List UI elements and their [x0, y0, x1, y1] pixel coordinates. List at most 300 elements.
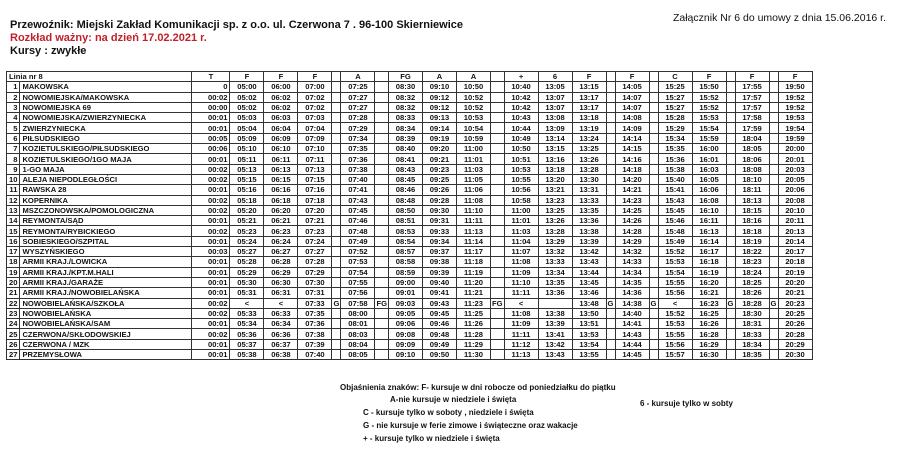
- departure-time: 20:29: [778, 339, 812, 349]
- departure-time: 14:14: [615, 133, 649, 143]
- departure-time: 13:43: [572, 257, 606, 267]
- departure-time: 15:56: [658, 339, 692, 349]
- departure-time: 09:13: [423, 113, 457, 123]
- spacer-cell: [375, 185, 389, 195]
- departure-time: 14:23: [615, 195, 649, 205]
- departure-time: <: [230, 298, 264, 308]
- spacer-cell: [769, 226, 778, 236]
- departure-time: 14:29: [615, 236, 649, 246]
- departure-time: 18:16: [735, 216, 769, 226]
- departure-time: 07:27: [298, 247, 332, 257]
- spacer-cell: [769, 82, 778, 92]
- spacer-cell: [649, 154, 658, 164]
- departure-time: 10:59: [457, 133, 491, 143]
- spacer-cell: [726, 257, 735, 267]
- departure-time: 18:06: [735, 154, 769, 164]
- stop-number: 8: [7, 154, 20, 164]
- departure-time: 11:09: [504, 319, 538, 329]
- col-code: F: [264, 72, 298, 82]
- travel-time: 00:01: [192, 288, 230, 298]
- departure-time: 15:40: [658, 174, 692, 184]
- table-row: [7, 113, 813, 123]
- stop-number: 12: [7, 195, 20, 205]
- spacer-cell: [491, 319, 505, 329]
- spacer-cell: [491, 113, 505, 123]
- stop-number: 13: [7, 205, 20, 215]
- table-row: [7, 164, 813, 174]
- spacer-cell: [769, 205, 778, 215]
- departure-time: 09:09: [389, 339, 423, 349]
- departure-time: 15:36: [658, 154, 692, 164]
- spacer-cell: [491, 288, 505, 298]
- departure-time: 05:37: [230, 339, 264, 349]
- departure-time: 07:43: [341, 195, 375, 205]
- departure-time: 07:23: [298, 226, 332, 236]
- spacer-cell: [769, 102, 778, 112]
- travel-time: 00:02: [192, 92, 230, 102]
- departure-time: 10:50: [457, 82, 491, 92]
- departure-time: 14:09: [615, 123, 649, 133]
- spacer-cell: [332, 185, 341, 195]
- spacer-cell: [769, 174, 778, 184]
- departure-time: 11:08: [504, 308, 538, 318]
- spacer-cell: [332, 113, 341, 123]
- travel-time: 00:01: [192, 277, 230, 287]
- travel-time: 00:01: [192, 113, 230, 123]
- stop-number: 23: [7, 308, 20, 318]
- spacer-cell: [726, 205, 735, 215]
- spacer-cell: [491, 133, 505, 143]
- spacer-cell: [726, 350, 735, 360]
- course-flag: G: [333, 298, 340, 308]
- departure-time: 11:10: [457, 205, 491, 215]
- departure-time: 09:10: [423, 82, 457, 92]
- departure-time: 09:37: [423, 247, 457, 257]
- departure-time: 09:12: [423, 102, 457, 112]
- departure-time: 09:50: [423, 350, 457, 360]
- spacer-cell: [606, 144, 615, 154]
- stop-name: PRZEMYSŁOWA: [20, 350, 192, 360]
- departure-time: 13:39: [538, 319, 572, 329]
- table-row: [7, 92, 813, 102]
- spacer-cell: [649, 308, 658, 318]
- spacer-cell: [649, 329, 658, 339]
- departure-time: 13:34: [538, 267, 572, 277]
- departure-time: 13:48: [572, 298, 606, 308]
- departure-time: 13:07: [538, 102, 572, 112]
- spacer-cell: [375, 102, 389, 112]
- col-code: T: [192, 72, 230, 82]
- departure-time: <: [658, 298, 692, 308]
- departure-time: 07:35: [298, 308, 332, 318]
- spacer-cell: [332, 308, 341, 318]
- departure-time: 07:28: [298, 257, 332, 267]
- travel-time: 00:00: [192, 102, 230, 112]
- departure-time: 11:25: [457, 308, 491, 318]
- departure-time: 09:34: [423, 236, 457, 246]
- departure-time: 08:50: [389, 205, 423, 215]
- departure-time: 14:08: [615, 113, 649, 123]
- stop-name: KOPERNIKA: [20, 195, 192, 205]
- spacer-cell: [649, 113, 658, 123]
- spacer-cell: [649, 185, 658, 195]
- departure-time: 09:48: [423, 329, 457, 339]
- departure-time: 09:01: [389, 288, 423, 298]
- spacer-cell: [769, 308, 778, 318]
- departure-time: 11:06: [457, 185, 491, 195]
- departure-time: 06:13: [264, 164, 298, 174]
- travel-time: 00:02: [192, 164, 230, 174]
- spacer-cell: [375, 123, 389, 133]
- table-row: [7, 339, 813, 349]
- departure-time: 16:18: [692, 257, 726, 267]
- departure-time: 11:09: [504, 267, 538, 277]
- stop-number: 1: [7, 82, 20, 92]
- table-row: [7, 329, 813, 339]
- table-row: [7, 185, 813, 195]
- spacer-cell: [606, 319, 615, 329]
- departure-time: 16:21: [692, 288, 726, 298]
- departure-time: 13:23: [538, 195, 572, 205]
- departure-time: 08:59: [389, 267, 423, 277]
- departure-time: 13:08: [538, 113, 572, 123]
- departure-time: 18:04: [735, 133, 769, 143]
- spacer-cell: [491, 339, 505, 349]
- spacer-cell: [769, 319, 778, 329]
- departure-time: 11:17: [457, 247, 491, 257]
- spacer-cell: [606, 236, 615, 246]
- departure-time: 11:20: [457, 277, 491, 287]
- departure-time: 16:13: [692, 226, 726, 236]
- timetable: [6, 71, 813, 360]
- course-flag: FG: [492, 298, 503, 308]
- departure-time: 15:55: [658, 277, 692, 287]
- table-row: [7, 236, 813, 246]
- stop-number: 9: [7, 164, 20, 174]
- travel-time: 0: [192, 82, 230, 92]
- stop-name: NOWOMIEJSKA 69: [20, 102, 192, 112]
- departure-time: 19:52: [778, 102, 812, 112]
- spacer-cell: [332, 174, 341, 184]
- spacer-cell: [726, 113, 735, 123]
- spacer-cell: [649, 195, 658, 205]
- departure-time: 07:27: [341, 92, 375, 102]
- stop-number: 10: [7, 174, 20, 184]
- departure-time: 09:28: [423, 195, 457, 205]
- departure-time: 05:18: [230, 195, 264, 205]
- spacer-cell: [769, 164, 778, 174]
- stop-number: 6: [7, 133, 20, 143]
- departure-time: 18:22: [735, 247, 769, 257]
- departure-time: 13:17: [572, 92, 606, 102]
- departure-time: 13:14: [538, 133, 572, 143]
- spacer-cell: [606, 350, 615, 360]
- departure-time: 13:28: [538, 226, 572, 236]
- departure-time: 13:29: [538, 236, 572, 246]
- departure-time: 20:08: [778, 195, 812, 205]
- departure-time: 06:36: [264, 329, 298, 339]
- departure-time: 14:05: [615, 82, 649, 92]
- spacer-cell: [649, 102, 658, 112]
- departure-time: 11:11: [504, 288, 538, 298]
- table-row: [7, 123, 813, 133]
- departure-time: 13:55: [572, 350, 606, 360]
- table-row: [7, 205, 813, 215]
- stop-name: ARMII KRAJ./LOWICKA: [20, 257, 192, 267]
- departure-time: 11:01: [504, 216, 538, 226]
- table-row: [7, 277, 813, 287]
- departure-time: 17:58: [735, 113, 769, 123]
- departure-time: 11:01: [457, 154, 491, 164]
- departure-time: 05:09: [230, 133, 264, 143]
- departure-time: 07:54: [341, 267, 375, 277]
- departure-time: 08:01: [341, 319, 375, 329]
- departure-time: 07:56: [341, 288, 375, 298]
- departure-time: 15:45: [658, 205, 692, 215]
- departure-time: 18:25: [735, 277, 769, 287]
- departure-time: 09:49: [423, 339, 457, 349]
- departure-time: 08:03: [341, 329, 375, 339]
- departure-time: 19:50: [778, 82, 812, 92]
- departure-time: 09:14: [423, 123, 457, 133]
- departure-time: 18:10: [735, 174, 769, 184]
- departure-time: 16:06: [692, 185, 726, 195]
- spacer-cell: [332, 236, 341, 246]
- departure-time: 13:42: [538, 339, 572, 349]
- departure-time: 10:53: [457, 113, 491, 123]
- departure-time: 05:33: [230, 308, 264, 318]
- table-row: [7, 174, 813, 184]
- departure-time: 13:50: [572, 308, 606, 318]
- spacer-cell: [491, 82, 505, 92]
- departure-time: 10:49: [504, 133, 538, 143]
- departure-time: 11:00: [504, 205, 538, 215]
- departure-time: 09:05: [389, 308, 423, 318]
- departure-time: 15:27: [658, 92, 692, 102]
- legend-plus: + - kursuje tylko w niedziele i święta: [363, 434, 500, 443]
- departure-time: 13:43: [538, 350, 572, 360]
- spacer-cell: [649, 82, 658, 92]
- departure-time: 18:15: [735, 205, 769, 215]
- departure-time: 13:26: [572, 154, 606, 164]
- spacer-cell: [375, 216, 389, 226]
- departure-time: 16:10: [692, 205, 726, 215]
- stop-number: 17: [7, 247, 20, 257]
- col-code: 6: [538, 72, 572, 82]
- spacer-cell: [649, 267, 658, 277]
- spacer-cell: [332, 133, 341, 143]
- departure-time: 13:39: [572, 236, 606, 246]
- legend-c: C - kursuje tylko w soboty , niedziele i święta: [363, 408, 534, 417]
- spacer-cell: [769, 288, 778, 298]
- departure-time: 05:34: [230, 319, 264, 329]
- departure-time: 18:23: [735, 257, 769, 267]
- departure-time: 07:31: [298, 288, 332, 298]
- departure-time: 15:56: [658, 288, 692, 298]
- departure-time: 13:19: [572, 123, 606, 133]
- departure-time: 20:18: [778, 257, 812, 267]
- departure-time: 18:30: [735, 308, 769, 318]
- departure-time: 07:00: [298, 82, 332, 92]
- departure-time: 07:53: [341, 257, 375, 267]
- departure-time: 13:24: [572, 133, 606, 143]
- departure-time: 15:59: [692, 133, 726, 143]
- spacer-cell: [491, 102, 505, 112]
- departure-time: 16:20: [692, 277, 726, 287]
- spacer-cell: [606, 288, 615, 298]
- departure-time: 09:23: [423, 164, 457, 174]
- spacer-cell: [606, 205, 615, 215]
- departure-time: 07:49: [341, 236, 375, 246]
- departure-time: 11:12: [504, 339, 538, 349]
- departure-time: 08:58: [389, 257, 423, 267]
- departure-time: 09:40: [423, 277, 457, 287]
- departure-time: 20:00: [778, 144, 812, 154]
- departure-time: 10:42: [504, 92, 538, 102]
- departure-time: 11:04: [504, 236, 538, 246]
- spacer-cell: [332, 164, 341, 174]
- spacer-cell: [491, 164, 505, 174]
- departure-time: 18:13: [735, 195, 769, 205]
- travel-time: 00:01: [192, 123, 230, 133]
- departure-time: 16:30: [692, 350, 726, 360]
- departure-time: 16:08: [692, 195, 726, 205]
- departure-time: 16:01: [692, 154, 726, 164]
- annex-note: Załącznik Nr 6 do umowy z dnia 15.06.2016 r.: [672, 12, 886, 24]
- departure-time: 06:31: [264, 288, 298, 298]
- departure-time: 18:31: [735, 319, 769, 329]
- departure-time: 07:38: [341, 164, 375, 174]
- departure-time: 06:18: [264, 195, 298, 205]
- departure-time: 17:55: [735, 82, 769, 92]
- departure-time: 18:26: [735, 288, 769, 298]
- spacer-cell: [332, 257, 341, 267]
- spacer-cell: [491, 195, 505, 205]
- spacer-cell: [769, 267, 778, 277]
- departure-time: 07:20: [298, 205, 332, 215]
- spacer-cell: [726, 133, 735, 143]
- departure-time: 15:52: [658, 247, 692, 257]
- departure-time: 13:09: [538, 123, 572, 133]
- departure-time: 05:11: [230, 154, 264, 164]
- departure-time: 11:08: [504, 257, 538, 267]
- departure-time: 10:52: [457, 102, 491, 112]
- stop-number: 15: [7, 226, 20, 236]
- departure-time: 20:03: [778, 164, 812, 174]
- spacer-cell: [491, 267, 505, 277]
- stop-name: KOZIETULSKIEGO/PIŁSUDSKIEGO: [20, 144, 192, 154]
- departure-time: 07:29: [298, 267, 332, 277]
- spacer-cell: [726, 164, 735, 174]
- departure-time: 14:16: [615, 154, 649, 164]
- spacer-cell: [332, 277, 341, 287]
- departure-time: 15:54: [658, 267, 692, 277]
- departure-time: 11:21: [457, 288, 491, 298]
- departure-time: 11:28: [457, 329, 491, 339]
- spacer-cell: [606, 174, 615, 184]
- departure-time: 10:54: [457, 123, 491, 133]
- spacer-cell: [649, 92, 658, 102]
- departure-time: 14:38: [615, 298, 649, 308]
- departure-time: 11:23: [457, 298, 491, 308]
- departure-time: 08:57: [389, 247, 423, 257]
- departure-time: 07:48: [341, 226, 375, 236]
- spacer-cell: [769, 123, 778, 133]
- departure-time: 18:11: [735, 185, 769, 195]
- col-code: F: [572, 72, 606, 82]
- legend-six: 6 - kursuje tylko w sobty: [640, 399, 733, 408]
- departure-time: 07:15: [298, 174, 332, 184]
- spacer-cell: [332, 92, 341, 102]
- spacer-cell: [332, 267, 341, 277]
- departure-time: 13:36: [538, 288, 572, 298]
- stop-name: SOBIESKIEGO/SZPITAL: [20, 236, 192, 246]
- table-row: [7, 133, 813, 143]
- departure-time: 07:02: [298, 102, 332, 112]
- departure-time: 13:54: [572, 339, 606, 349]
- travel-time: 00:02: [192, 329, 230, 339]
- departure-time: 07:13: [298, 164, 332, 174]
- departure-time: 11:30: [457, 350, 491, 360]
- departure-time: 05:38: [230, 350, 264, 360]
- spacer-cell: [606, 102, 615, 112]
- departure-time: 07:38: [298, 329, 332, 339]
- stop-name: KOZIETULSKIEGO/1GO MAJA: [20, 154, 192, 164]
- spacer-cell: [649, 257, 658, 267]
- stop-name: 1-GO MAJA: [20, 164, 192, 174]
- departure-time: 18:08: [735, 164, 769, 174]
- departure-time: 05:30: [230, 277, 264, 287]
- spacer-cell: [726, 267, 735, 277]
- departure-time: 19:54: [778, 123, 812, 133]
- departure-time: 07:55: [341, 277, 375, 287]
- departure-time: 06:02: [264, 102, 298, 112]
- departure-time: 09:21: [423, 154, 457, 164]
- spacer-cell: [726, 339, 735, 349]
- spacer-cell: [769, 92, 778, 102]
- departure-time: 05:27: [230, 247, 264, 257]
- departure-time: 15:25: [658, 82, 692, 92]
- spacer-cell: [769, 329, 778, 339]
- departure-time: 16:23: [692, 298, 726, 308]
- departure-time: 17:59: [735, 123, 769, 133]
- spacer-cell: [726, 174, 735, 184]
- departure-time: 06:29: [264, 267, 298, 277]
- departure-time: 07:41: [341, 185, 375, 195]
- departure-time: 06:24: [264, 236, 298, 246]
- departure-time: 11:29: [457, 339, 491, 349]
- departure-time: 05:23: [230, 226, 264, 236]
- spacer-cell: [332, 329, 341, 339]
- departure-time: 07:24: [298, 236, 332, 246]
- spacer-cell: [606, 92, 615, 102]
- departure-time: 09:10: [389, 350, 423, 360]
- spacer-cell: [726, 277, 735, 287]
- col-code: F: [230, 72, 264, 82]
- departure-time: 11:13: [504, 350, 538, 360]
- departure-time: 08:32: [389, 92, 423, 102]
- spacer-cell: [375, 133, 389, 143]
- spacer-cell: [332, 82, 341, 92]
- departure-time: 14:07: [615, 92, 649, 102]
- stop-name: ZWIERZYNIECKA: [20, 123, 192, 133]
- col-code: F: [778, 72, 812, 82]
- spacer-cell: [769, 247, 778, 257]
- legend-title: Objaśnienia znaków: F- kursuje w dni robocze od poniedziałku do piątku: [340, 383, 616, 392]
- stop-name: RAWSKA 28: [20, 185, 192, 195]
- departure-time: 07:18: [298, 195, 332, 205]
- spacer-cell: [649, 339, 658, 349]
